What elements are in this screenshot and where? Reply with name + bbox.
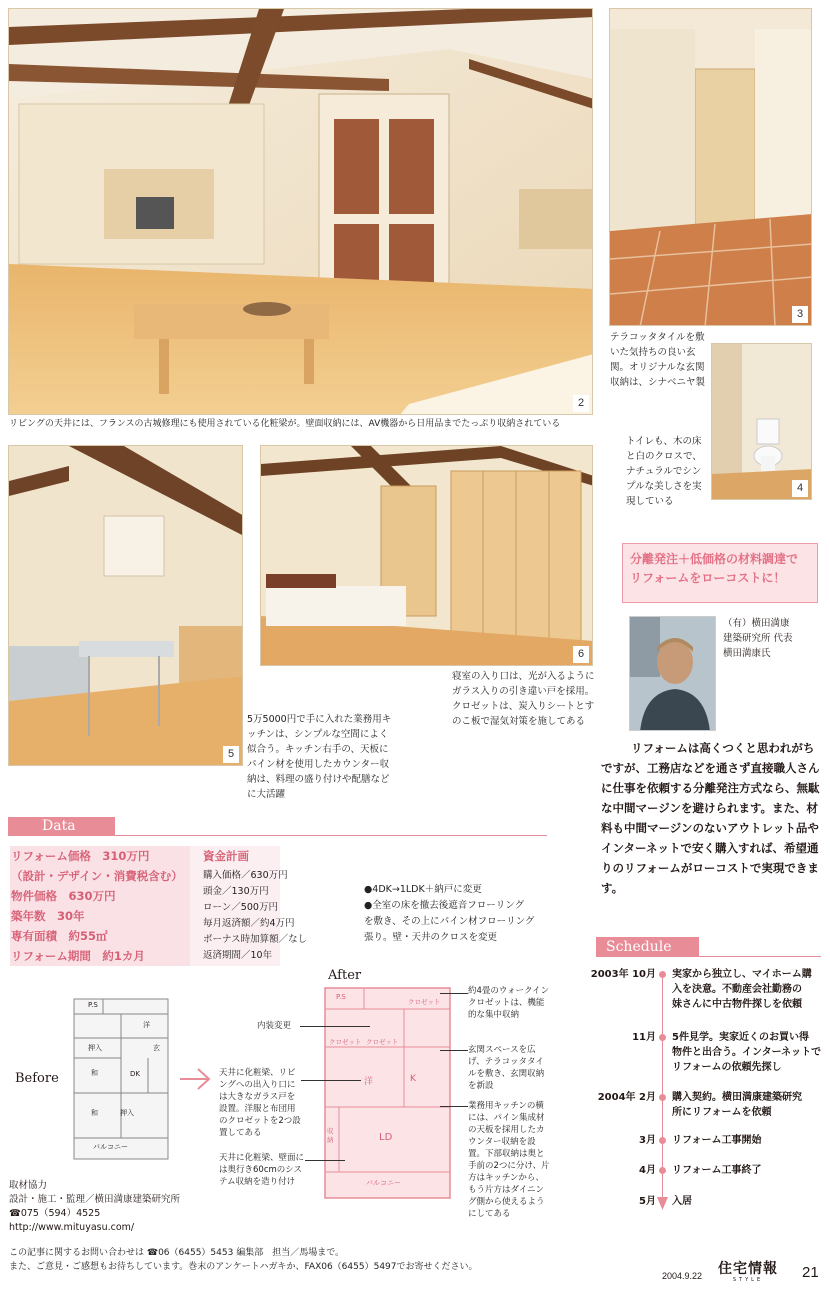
schedule-date: 2004年 2月 bbox=[597, 1092, 656, 1103]
schedule-text-line: 5件見学。実家近くのお買い得 bbox=[672, 1032, 809, 1043]
data-row: 物件価格 630万円 bbox=[11, 889, 116, 903]
after-room: 洋 bbox=[364, 1077, 374, 1087]
schedule-dot bbox=[659, 1137, 666, 1144]
photo-number: 3 bbox=[792, 306, 808, 323]
photo-living-room bbox=[8, 8, 593, 415]
schedule-dot bbox=[659, 1034, 666, 1041]
architect-company: （有）横田満康 bbox=[723, 618, 790, 629]
after-room: K bbox=[410, 1074, 416, 1084]
plan-leader-line bbox=[301, 1080, 361, 1081]
floor-plan-after bbox=[324, 987, 451, 1199]
magazine-sub: STYLE bbox=[732, 1277, 764, 1283]
plan-arrow-icon bbox=[178, 1066, 212, 1096]
schedule-dot bbox=[659, 971, 666, 978]
architect-org: 建築研究所 代表 bbox=[723, 633, 793, 644]
after-room: P.S bbox=[336, 993, 346, 1001]
plan-leader-line bbox=[440, 1050, 468, 1051]
photo-toilet-caption: トイレも、木の床と白のクロスで、ナチュラルでシンプルな美しさを実現している bbox=[626, 436, 702, 507]
schedule-text bbox=[672, 1194, 692, 1209]
photo-toilet bbox=[711, 343, 812, 500]
before-room: 和 bbox=[91, 1109, 98, 1117]
floor-plan-before bbox=[73, 998, 169, 1160]
change-row: 張り。壁・天井のクロスを変更 bbox=[364, 932, 498, 943]
photo-kitchen-caption: 5万5000円で手に入れた業務用キッチンは、シンプルな空間によく似合う。キッチン右手の、天板にパイン材を使用したカウンター収納は、料理の盛り付けや配膳などに大活躍 bbox=[247, 714, 392, 800]
finance-row: ボーナス時加算額／なし bbox=[203, 934, 308, 945]
toilet-image bbox=[712, 344, 812, 500]
before-plan-drawing bbox=[73, 998, 169, 1160]
schedule-date: 11月 bbox=[632, 1032, 656, 1043]
after-room: LD bbox=[379, 1132, 393, 1143]
feature-title bbox=[622, 543, 818, 603]
magazine-name: 住宅情報 bbox=[718, 1261, 778, 1277]
schedule-date: 5月 bbox=[639, 1196, 656, 1207]
schedule-rule bbox=[699, 956, 821, 957]
schedule-text-line: 所にリフォームを依頼 bbox=[672, 1107, 772, 1118]
schedule-arrow-icon bbox=[657, 1195, 668, 1214]
plan-note-right: 玄関スペースを広げ、テラコッタタイルを敷き、玄関収納を新設 bbox=[468, 1045, 545, 1091]
feature-title-line1: 分離発注＋低価格の材料調達で bbox=[630, 552, 799, 566]
schedule-text-line: 入居 bbox=[672, 1196, 692, 1207]
schedule-date: 3月 bbox=[639, 1135, 656, 1146]
before-room: 洋 bbox=[143, 1021, 150, 1029]
architect-credit bbox=[723, 616, 823, 661]
credits bbox=[9, 1179, 180, 1235]
feature-lead: リフォームは高くつくと思われがちですが、工務店などを通さず直接職人さんに仕事を依頼する分離発注方式なら、無駄な中間マージンを避けられます。また、材料も中間マージンのないアウトレット品やインターネットで安く購入すれば、希望通りのリフォームがローコストで実現できます。 bbox=[601, 741, 820, 895]
portrait-image bbox=[630, 617, 716, 731]
data-row: リフォーム期間 約1カ月 bbox=[11, 949, 145, 963]
after-room: クロゼット bbox=[366, 1038, 399, 1046]
schedule-date: 2003年 10月 bbox=[590, 969, 656, 980]
bedroom-image bbox=[261, 446, 593, 666]
schedule-text-line: 妹さんに中古物件探しを依頼 bbox=[672, 999, 802, 1010]
schedule-text-line: 物件と出合う。インターネットで bbox=[672, 1047, 822, 1058]
schedule-text-line: リフォーム工事開始 bbox=[672, 1135, 762, 1146]
issue-date: 2004.9.22 bbox=[662, 1271, 703, 1281]
before-room: 押入 bbox=[88, 1044, 102, 1052]
after-room: バルコニー bbox=[366, 1179, 401, 1187]
finance-row: ローン／500万円 bbox=[203, 902, 278, 913]
schedule-text-line: 購入契約。横田満康建築研究 bbox=[672, 1092, 802, 1103]
after-plan-drawing bbox=[324, 987, 451, 1199]
photo-number: 4 bbox=[792, 480, 808, 497]
before-room: 和 bbox=[91, 1069, 98, 1077]
magazine-logo bbox=[718, 1262, 778, 1283]
plan-note-left: 天井に化粧梁、リビングへの出入り口には大きなガラス戸を設置。洋服と布団用のクロゼットを2つ設置してある bbox=[219, 1068, 301, 1138]
change-row: を敷き、その上にパイン材フローリング bbox=[364, 916, 535, 927]
finance-row: 毎月返済額／約4万円 bbox=[203, 918, 295, 929]
architect-portrait bbox=[629, 616, 716, 731]
credits-url[interactable]: http://www.mituyasu.com/ bbox=[9, 1222, 135, 1233]
plan-leader-line bbox=[440, 993, 468, 994]
credits-phone: ☎075（594）4525 bbox=[9, 1208, 101, 1219]
data-heading: Data bbox=[8, 817, 115, 836]
plan-leader-line bbox=[300, 1026, 370, 1027]
data-row: 築年数 30年 bbox=[11, 909, 85, 923]
living-room-image bbox=[9, 9, 593, 415]
after-room: クロゼット bbox=[329, 1038, 362, 1046]
schedule-text-line: リフォームの依頼先探し bbox=[672, 1062, 782, 1073]
schedule-text bbox=[672, 1090, 802, 1120]
schedule-dot bbox=[659, 1094, 666, 1101]
schedule-text-line: 入を決意。不動産会社勤務の bbox=[672, 984, 802, 995]
kitchen-image bbox=[9, 446, 243, 766]
plan-note-left: 内装変更 bbox=[257, 1021, 292, 1031]
finance-row: 返済期間／10年 bbox=[203, 950, 273, 961]
schedule-date: 4月 bbox=[639, 1165, 656, 1176]
plan-note-right: 約4畳のウォークインクロゼットは、機能的な集中収納 bbox=[468, 986, 550, 1020]
photo-living-caption: リビングの天井には、フランスの古城修理にも使用されている化粧梁が。壁面収納には、AV機器から日用品までたっぷり収納されている bbox=[9, 419, 561, 429]
photo-number: 2 bbox=[573, 395, 589, 412]
plan-note-right: 業務用キッチンの横には、パイン集成材の天板を採用したカウンター収納を設置。下部収納は奥と手前の2つに分け、片方はキッチンから、もう片方はダイニング側から使えるようにしてある bbox=[468, 1101, 550, 1219]
finance-title: 資金計画 bbox=[203, 849, 249, 863]
photo-entrance-caption: テラコッタタイルを敷いた気持ちの良い玄関。オリジナルな玄関収納は、シナベニヤ製 bbox=[610, 332, 706, 388]
change-row: ●全室の床を撤去後遮音フローリング bbox=[364, 900, 525, 911]
schedule-text-line: リフォーム工事終了 bbox=[672, 1165, 762, 1176]
schedule-text bbox=[672, 967, 812, 1012]
plan-note-left: 天井に化粧梁、壁面には奥行き60cmのシステム収納を造り付け bbox=[219, 1153, 305, 1187]
footer-contact-1: この記事に関するお問い合わせは ☎06（6455）5453 編集部 担当／馬場まで。 bbox=[9, 1248, 345, 1258]
plan-before-label: Before bbox=[15, 1071, 59, 1086]
plan-after-label: After bbox=[328, 968, 362, 983]
data-row: （設計・デザイン・消費税含む） bbox=[11, 869, 183, 883]
data-row: 専有面積 約55㎡ bbox=[11, 929, 108, 943]
before-room: 玄 bbox=[153, 1044, 160, 1052]
plan-leader-line bbox=[305, 1160, 345, 1161]
architect-name: 横田満康氏 bbox=[723, 648, 771, 659]
schedule-text bbox=[672, 1030, 821, 1075]
photo-number: 6 bbox=[573, 646, 589, 663]
photo-bedroom-caption: 寝室の入り口は、光が入るようにガラス入りの引き違い戸を採用。クロゼットは、炭入りシートとすのこ板で湿気対策を施してある bbox=[452, 671, 595, 727]
finance-row: 購入価格／630万円 bbox=[203, 870, 288, 881]
schedule-dot bbox=[659, 1167, 666, 1174]
change-row: ●4DK→1LDK＋納戸に変更 bbox=[364, 884, 482, 895]
photo-bedroom bbox=[260, 445, 593, 666]
schedule-text-line: 実家から独立し、マイホーム購 bbox=[672, 969, 812, 980]
after-room: クロゼット bbox=[408, 998, 441, 1006]
photo-entrance bbox=[609, 8, 812, 326]
finance-row: 頭金／130万円 bbox=[203, 886, 269, 897]
schedule-text bbox=[672, 1163, 762, 1178]
schedule-text bbox=[672, 1133, 762, 1148]
feature-title-line2: リフォームをローコストに！ bbox=[630, 571, 786, 585]
before-room: バルコニー bbox=[93, 1143, 128, 1151]
data-row: リフォーム価格 310万円 bbox=[11, 849, 150, 863]
footer-contact-2: また、ご意見・ご感想もお待ちしています。巻末のアンケートハガキか、FAX06（6455）5497でお寄せください。 bbox=[9, 1262, 478, 1272]
schedule-timeline bbox=[662, 972, 663, 1200]
before-room: 押入 bbox=[120, 1109, 134, 1117]
entrance-image bbox=[610, 9, 812, 326]
credits-title: 取材協力 bbox=[9, 1180, 48, 1191]
plan-leader-line bbox=[440, 1106, 468, 1107]
photo-kitchen bbox=[8, 445, 243, 766]
before-room: P.S bbox=[88, 1001, 98, 1009]
page-number: 21 bbox=[802, 1264, 819, 1281]
after-room: 収納 bbox=[327, 1127, 334, 1144]
credits-line1: 設計・施工・監理／横田満康建築研究所 bbox=[9, 1194, 181, 1205]
photo-number: 5 bbox=[223, 746, 239, 763]
schedule-heading: Schedule bbox=[596, 937, 699, 957]
data-rule bbox=[115, 835, 547, 836]
before-room: DK bbox=[130, 1070, 140, 1078]
